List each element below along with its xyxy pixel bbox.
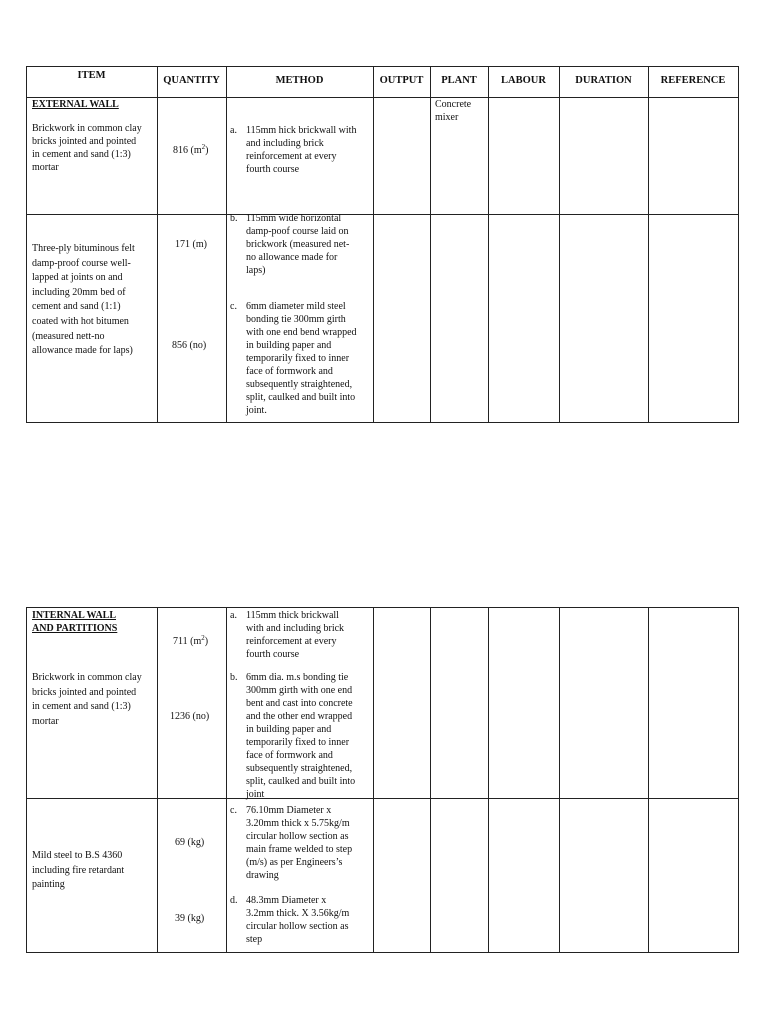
table-rule xyxy=(226,607,227,953)
header-labour: LABOUR xyxy=(501,75,546,86)
item-description: Three-ply bituminous felt damp-proof course well- lapped at joints on and including 20mm bed of cement and sand (1:1) coated with hot bitumen (measured nett-no allowance made for laps) xyxy=(32,243,135,357)
table-rule xyxy=(738,66,739,423)
quantity-value: 711 $(m^2)$ xyxy=(173,634,209,647)
section-heading: EXTERNAL WALL xyxy=(32,99,119,110)
table-rule xyxy=(488,607,489,953)
table-rule xyxy=(157,607,158,953)
method-text: 48.3mm Diameter x 3.2mm thick. X 3.56kg/m circular hollow section as step xyxy=(246,895,350,945)
header-quantity: QUANTITY xyxy=(163,75,220,86)
table-rule xyxy=(559,66,560,423)
item-description: Brickwork in common clay bricks jointed and pointed in cement and sand (1:3) mortar xyxy=(32,672,142,727)
method-text: 6mm diameter mild steel bonding tie 300mm girth with one end bend wrapped in building paper and temporarily fixed to inner face of formwork and subsequently straightened, split, caulked and built into joint. xyxy=(246,301,357,416)
item-description: Brickwork in common clay bricks jointed and pointed in cement and sand (1:3) mortar xyxy=(32,123,142,173)
method-text: 115mm hick brickwall with and including brick reinforcement at every fourth course xyxy=(246,125,357,175)
section-heading: INTERNAL WALL AND PARTITIONS xyxy=(32,610,118,634)
method-marker: c. xyxy=(230,301,237,312)
table-rule xyxy=(26,66,739,67)
plant-value: Concrete mixer xyxy=(435,99,472,123)
table-rule xyxy=(26,607,27,953)
table-rule xyxy=(226,66,227,423)
header-plant: PLANT xyxy=(441,75,477,86)
method-text: 76.10mm Diameter x 3.20mm thick x 5.75kg/m circular hollow section as main frame welded to step (m/s) as per Engineers’s drawing xyxy=(246,805,353,881)
header-duration: DURATION xyxy=(575,75,632,86)
table-rule xyxy=(648,607,649,953)
table-rule xyxy=(26,798,739,799)
item-description: Mild steel to B.S 4360 including fire retardant painting xyxy=(32,850,125,891)
header-method: METHOD xyxy=(275,75,324,86)
method-marker: c. xyxy=(230,805,237,816)
table-rule xyxy=(430,607,431,953)
table-rule xyxy=(430,66,431,423)
table-rule xyxy=(559,607,560,953)
quantity-value: 171 (m) xyxy=(175,239,207,250)
table-rule xyxy=(488,66,489,423)
table-rule xyxy=(26,66,27,423)
table-rule xyxy=(26,214,739,215)
method-text: 115mm wide horizontal damp-poof course laid on brickwork (measured net- no allowance made for laps) xyxy=(246,213,350,276)
quantity-value: 69 (kg) xyxy=(175,837,205,848)
method-marker: d. xyxy=(230,895,238,906)
table-rule xyxy=(373,607,374,953)
quantity-value: 856 (no) xyxy=(172,340,207,351)
table-rule xyxy=(26,422,739,423)
table-rule xyxy=(26,97,739,98)
quantity-value: 816 $(m^2)$ xyxy=(173,143,209,156)
header-reference: REFERENCE xyxy=(660,75,726,86)
table-rule xyxy=(738,607,739,953)
table-rule xyxy=(26,607,739,608)
table-rule xyxy=(648,66,649,423)
quantity-value: 39 (kg) xyxy=(175,913,205,924)
table-rule xyxy=(26,952,739,953)
table-rule xyxy=(373,66,374,423)
quantity-value: 1236 (no) xyxy=(170,711,210,722)
method-text: 115mm thick brickwall with and including brick reinforcement at every fourth course xyxy=(246,610,345,660)
table-rule xyxy=(157,66,158,423)
method-marker: b. xyxy=(230,672,238,683)
method-text: 6mm dia. m.s bonding tie 300mm girth with one end bent and cast into concrete and the other end wrapped in building paper and temporarily fixed to inner face of formwork and subsequently straightened, split, caulked and built into joint xyxy=(246,672,356,800)
method-marker: a. xyxy=(230,125,237,136)
header-output: OUTPUT xyxy=(379,75,424,86)
method-marker: b. xyxy=(230,213,238,224)
method-marker: a. xyxy=(230,610,237,621)
header-item: ITEM xyxy=(77,70,106,81)
